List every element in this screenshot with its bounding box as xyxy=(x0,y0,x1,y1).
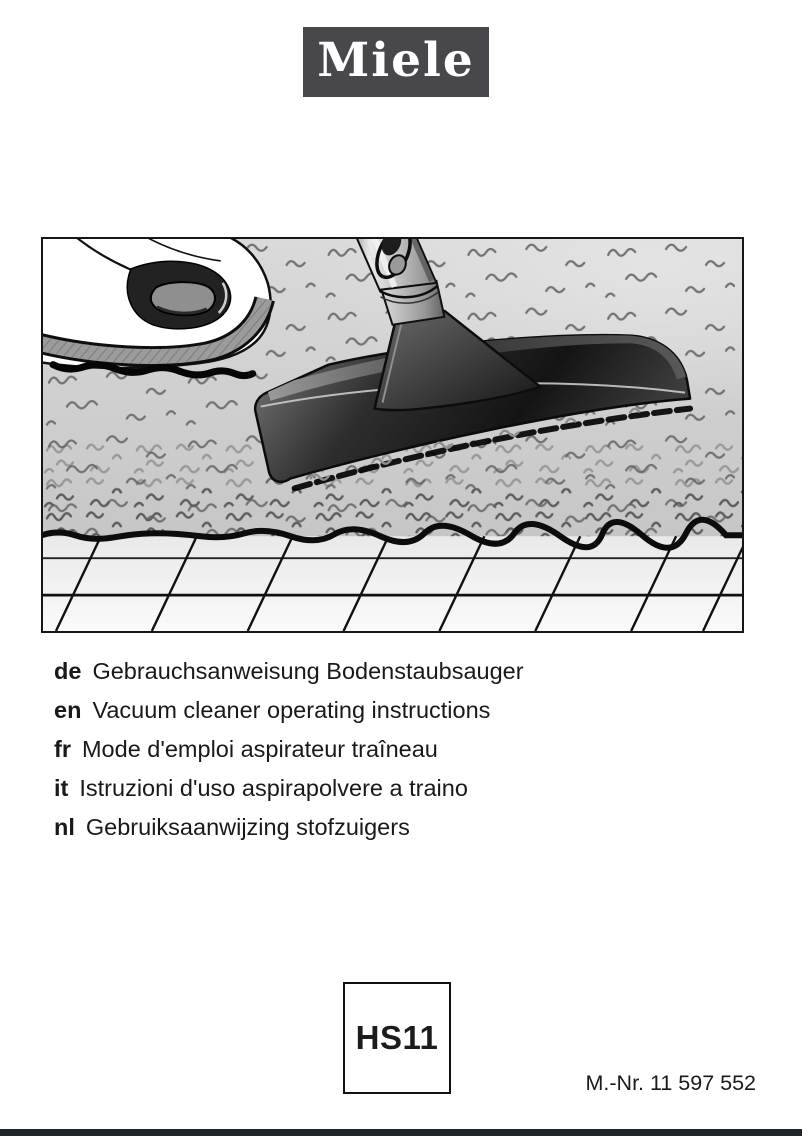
miele-logo-text: Miele xyxy=(317,32,475,88)
language-row-de xyxy=(54,658,524,697)
model-code-label: HS11 xyxy=(355,1019,439,1056)
language-code: nl xyxy=(54,814,75,840)
language-code: en xyxy=(54,697,82,723)
language-row-fr xyxy=(54,736,524,775)
language-code: de xyxy=(54,658,82,684)
language-title: Gebruiksaanwijzing stofzuigers xyxy=(85,814,410,840)
vacuum-illustration-svg xyxy=(43,239,742,631)
language-list xyxy=(54,658,524,853)
footer-bar xyxy=(0,1129,802,1136)
language-row-en xyxy=(54,697,524,736)
cover-illustration xyxy=(41,237,744,633)
language-row-it xyxy=(54,775,524,814)
language-title: Vacuum cleaner operating instructions xyxy=(92,697,491,723)
material-number: M.-Nr. 11 597 552 xyxy=(585,1071,756,1095)
language-title: Gebrauchsanweisung Bodenstaubsauger xyxy=(92,658,524,684)
tile-floor xyxy=(43,520,742,631)
model-code-box xyxy=(343,982,451,1094)
language-code: it xyxy=(54,775,69,801)
language-row-nl xyxy=(54,814,524,853)
miele-logo xyxy=(303,27,489,97)
language-title: Istruzioni d'uso aspirapolvere a traino xyxy=(79,775,468,801)
language-title: Mode d'emploi aspirateur traîneau xyxy=(81,736,438,762)
language-code: fr xyxy=(54,736,71,762)
